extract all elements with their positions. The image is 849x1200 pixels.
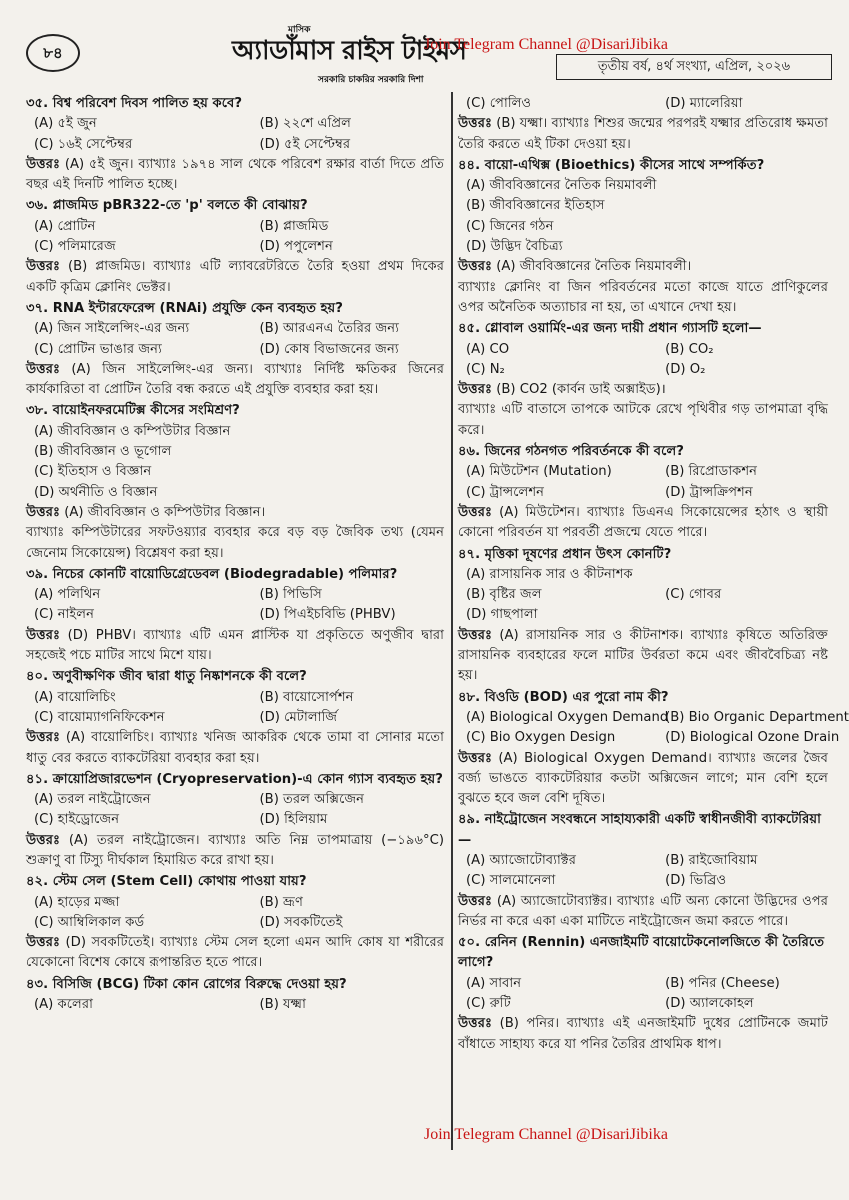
- option: [665, 605, 828, 625]
- answer: [26, 831, 444, 872]
- right-question-list: [458, 156, 849, 1055]
- answer-label: উত্তরঃ: [458, 382, 492, 398]
- option: (C) পলিমারেজ: [34, 239, 116, 255]
- answer-label: উত্তরঃ: [26, 627, 60, 643]
- option: (B) বৃষ্টির জল: [466, 587, 542, 603]
- question-text: ৪৫. গ্লোবাল ওয়ার্মিং-এর জন্য দায়ী প্রধান গ্যাসটি হলো—: [458, 321, 762, 337]
- answer-label: উত্তরঃ: [458, 504, 492, 520]
- question-block: [26, 975, 444, 1016]
- question-text: ৪৮. বিওডি (BOD) এর পুরো নাম কী?: [458, 689, 669, 705]
- question-block: [458, 933, 828, 1055]
- answer-label: উত্তরঃ: [26, 259, 60, 275]
- option: (D) পিএইচবিভি (PHBV): [259, 607, 396, 623]
- option: (B) বায়োসোর্পশন: [259, 689, 354, 705]
- answer: [458, 114, 828, 155]
- question-text: ৪৩. বিসিজি (BCG) টিকা কোন রোগের বিরুদ্ধে দেওয়া হয়?: [26, 976, 347, 992]
- option: (C) বায়োম্যাগনিফিকেশন: [34, 709, 165, 725]
- answer: [26, 933, 444, 974]
- option: (D) হিলিয়াম: [259, 812, 328, 828]
- question-text: ৩৯. নিচের কোনটি বায়োডিগ্রেডেবল (Biodegradable) পলিমার?: [26, 566, 398, 582]
- page-header: [0, 0, 848, 92]
- option: (A) জিন সাইলেন্সিং-এর জন্য: [34, 321, 190, 337]
- question-text: ৪৯. নাইট্রোজেন সংবন্ধনে সাহায্যকারী একটি স্বাধীনজীবী ব্যাকটেরিয়া—: [458, 812, 821, 848]
- option: (A) ৫ই জুন: [34, 116, 97, 132]
- option: (B) প্লাজমিড: [259, 218, 329, 234]
- option: (B) তরল অক্সিজেন: [259, 792, 365, 808]
- options: [458, 565, 828, 626]
- options: [458, 708, 849, 749]
- options: [458, 851, 828, 892]
- issue-info: তৃতীয় বর্ষ, ৪র্থ সংখ্যা, এপ্রিল, ২০২৬: [556, 54, 832, 80]
- question-block: [26, 565, 444, 666]
- option: (C) পোলিও: [466, 96, 532, 111]
- question-block: [26, 94, 444, 195]
- answer-text: (B) যক্ষ্মা। ব্যাখ্যাঃ শিশুর জন্মের পরপরই যক্ষ্মার প্রতিরোধ ক্ষমতা তৈরি করতে এই টিকা দেওয়া হয়।: [458, 116, 828, 152]
- option: [665, 565, 828, 585]
- options: [458, 94, 828, 114]
- question-text: ৪৭. মৃত্তিকা দূষণের প্রধান উৎস কোনটি?: [458, 546, 672, 562]
- option: (A) প্রোটিন: [34, 218, 96, 234]
- question-text: ৪০. অণুবীক্ষণিক জীব দ্বারা ধাতু নিষ্কাশনকে কী বলে?: [26, 669, 307, 685]
- answer-text: (B) CO2 (কার্বন ডাই অক্সাইড)।: [496, 382, 666, 398]
- option: (C) রুটি: [466, 996, 511, 1012]
- option: (D) উদ্ভিদ বৈচিত্র্য: [466, 239, 563, 255]
- options: [458, 340, 828, 381]
- answer-label: উত্তরঃ: [26, 730, 60, 746]
- question-block: [26, 401, 444, 563]
- magazine-title: অ্যাডাঁমাস রাইস টাইমস: [232, 36, 467, 66]
- explanation: ব্যাখ্যাঃ ক্লোনিং বা জিন পরিবর্তনের মতো কাজে যাতে প্রাণিকুলের ওপর অনৈতিক অত্যাচার না হয়, তা এখানে দেখা হয়।: [458, 279, 828, 315]
- question-block: [458, 545, 828, 687]
- question-text: ৩৫. বিশ্ব পরিবেশ দিবস পালিত হয় কবে?: [26, 96, 242, 111]
- question-block: [26, 299, 444, 400]
- answer: [458, 892, 828, 933]
- option: (B) জীববিজ্ঞানের ইতিহাস: [466, 198, 605, 214]
- question-block: [458, 319, 828, 441]
- answer-label: উত্তরঃ: [26, 504, 60, 520]
- answer: [26, 257, 444, 298]
- options: [458, 462, 828, 503]
- option: (D) সবকটিতেই: [259, 914, 343, 930]
- answer-label: উত্তরঃ: [458, 750, 492, 766]
- answer-text: (A) বায়োলিচিং। ব্যাখ্যাঃ খনিজ আকরিক থেকে তামা বা সোনার মতো ধাতু বের করতে ব্যাকটেরিয়া ব্যবহার করা হয়।: [26, 730, 444, 766]
- option: (B) CO₂: [665, 341, 714, 357]
- answer-text: (A) Biological Oxygen Demand। ব্যাখ্যাঃ জলের জৈব বর্জ্য ভাঙতে ব্যাকটেরিয়ার কতটা অক্সিজেন লাগে; মান বেশি হলে বুঝতে হবে জল বেশি দূষিত।: [458, 750, 828, 807]
- answer: [458, 1014, 828, 1055]
- answer-label: উত্তরঃ: [26, 935, 60, 951]
- options: [26, 114, 444, 155]
- question-block: [458, 442, 828, 543]
- option: (C) নাইলন: [34, 607, 94, 623]
- question-block: [458, 810, 828, 932]
- answer-label: উত্তরঃ: [26, 361, 60, 377]
- option: (A) জীববিজ্ঞানের নৈতিক নিয়মাবলী: [466, 178, 657, 194]
- option: (A) পলিথিন: [34, 587, 101, 603]
- answer: [26, 728, 444, 769]
- option: (A) CO: [466, 341, 510, 357]
- question-text: ৩৬. প্লাজমিড pBR322-তে 'p' বলতে কী বোঝায়?: [26, 198, 308, 214]
- options: [26, 688, 444, 729]
- question-text: ৪২. স্টেম সেল (Stem Cell) কোথায় পাওয়া যায়?: [26, 874, 307, 890]
- telegram-watermark-top[interactable]: Join Telegram Channel @DisariJibika: [424, 36, 668, 53]
- options: [26, 790, 444, 831]
- option: (B) রাইজোবিয়াম: [665, 852, 758, 868]
- answer: [458, 503, 828, 544]
- option: (A) অ্যাজোটোব্যাক্টর: [466, 852, 577, 868]
- answer-label: উত্তরঃ: [458, 1016, 492, 1032]
- answer-text: (A) ৫ই জুন। ব্যাখ্যাঃ ১৯৭৪ সাল থেকে পরিবেশ রক্ষার বার্তা দিতে প্রতি বছর এই দিনটি পালিত হচ্ছে।: [26, 156, 444, 193]
- answer-label: উত্তরঃ: [26, 832, 60, 848]
- option: (C) ১৬ই সেপ্টেম্বর: [34, 136, 133, 152]
- answer-text: (B) পনির। ব্যাখ্যাঃ এই এনজাইমটি দুধের প্রোটিনকে জমাট বাঁধাতে সাহায্য করে যা পনির তৈরির প্রাথমিক ধাপ।: [458, 1016, 828, 1052]
- option: (B) ভ্রূণ: [259, 894, 304, 910]
- answer-text: (A) রাসায়নিক সার ও কীটনাশক। ব্যাখ্যাঃ কৃষিতে অতিরিক্ত রাসায়নিক ব্যবহারের ফলে মাটির উর্বরতা কমে এবং জীববৈচিত্র্য নষ্ট হয়।: [458, 627, 828, 684]
- question-text: ৪৪. বায়ো-এথিক্স (Bioethics) কীসের সাথে সম্পর্কিত?: [458, 157, 765, 173]
- option: (A) তরল নাইট্রোজেন: [34, 792, 151, 808]
- magazine-tagline: সরকারি চাকরির সরকারি দিশা: [318, 75, 424, 85]
- right-column: [458, 94, 849, 1056]
- answer: [26, 503, 444, 523]
- answer: [26, 155, 444, 196]
- answer-text: (A) জীববিজ্ঞান ও কম্পিউটার বিজ্ঞান।: [64, 504, 266, 520]
- options: [26, 319, 444, 360]
- option: (B) Bio Organic Department: [665, 709, 849, 725]
- answer-text: (A) অ্যাজোটোব্যাক্টর। ব্যাখ্যাঃ এটি অন্য কোনো উদ্ভিদের ওপর নির্ভর না করে একা একা মাটিতে নাইট্রোজেন জমা করতে পারে।: [458, 893, 828, 929]
- option: (A) মিউটেশন (Mutation): [466, 464, 612, 480]
- question-text: ৪১. ক্রায়োপ্রিজারভেশন (Cryopreservation)-এ কোন গ্যাস ব্যবহৃত হয়?: [26, 771, 443, 787]
- explanation: ব্যাখ্যাঃ এটি বাতাসে তাপকে আটকে রেখে পৃথিবীর গড় তাপমাত্রা বৃদ্ধি করে।: [458, 402, 828, 438]
- question-text: ৪৬. জিনের গঠনগত পরিবর্তনকে কী বলে?: [458, 444, 684, 460]
- option: (D) গাছপালা: [466, 607, 538, 623]
- answer: [26, 360, 444, 401]
- option: (D) O₂: [665, 361, 706, 377]
- options: [26, 217, 444, 258]
- answer-text: (D) সবকটিতেই। ব্যাখ্যাঃ স্টেম সেল হলো এমন আদি কোষ যা শরীরের যেকোনো বিশেষ কোষে রূপান্তরিত হতে পারে।: [26, 935, 444, 971]
- question-block: [26, 667, 444, 768]
- option: (C) ইতিহাস ও বিজ্ঞান: [34, 464, 152, 480]
- answer-text: (D) PHBV। ব্যাখ্যাঃ এটি এমন প্লাস্টিক যা প্রকৃতিতে অণুজীব দ্বারা সহজেই পচে মাটির সাথে মিশে যায়।: [26, 627, 444, 664]
- option: (D) ট্রান্সক্রিপশন: [665, 484, 753, 500]
- option: (C) জিনের গঠন: [466, 218, 554, 234]
- question-block: [26, 770, 444, 871]
- question-block: [458, 688, 849, 810]
- column-divider: [451, 92, 453, 1150]
- option: (A) জীববিজ্ঞান ও কম্পিউটার বিজ্ঞান: [34, 423, 231, 439]
- option: (D) Biological Ozone Drain: [665, 730, 840, 746]
- answer-text: (A) মিউটেশন। ব্যাখ্যাঃ ডিএনএ সিকোয়েন্সের হঠাৎ ও স্থায়ী কোনো পরিবর্তন যা পরবর্তী প্রজন্মে যেতে পারে।: [458, 504, 828, 541]
- option: (C) আম্বিলিকাল কর্ড: [34, 914, 145, 930]
- answer: [458, 626, 828, 687]
- option: (D) পপুলেশন: [259, 239, 333, 255]
- answer: [458, 257, 828, 277]
- answer-label: উত্তরঃ: [26, 156, 60, 172]
- answer-label: উত্তরঃ: [458, 893, 492, 909]
- options: [26, 893, 444, 934]
- option: (B) জীববিজ্ঞান ও ভূগোল: [34, 444, 172, 460]
- option: (C) Bio Oxygen Design: [466, 730, 616, 746]
- option: (D) কোষ বিভাজনের জন্য: [259, 341, 399, 357]
- option: (C) হাইড্রোজেন: [34, 812, 120, 828]
- option: (C) সালমোনেলা: [466, 873, 556, 889]
- option: (C) ট্রান্সলেশন: [466, 484, 545, 500]
- options: [458, 176, 828, 257]
- page-number: ৮৪: [26, 34, 80, 72]
- option: (A) বায়োলিচিং: [34, 689, 116, 705]
- option: (B) পিভিসি: [259, 587, 322, 603]
- question-43-continued: [458, 94, 828, 155]
- option: (B) রিপ্রোডাকশন: [665, 464, 758, 480]
- question-block: [26, 196, 444, 297]
- option: (A) সাবান: [466, 975, 522, 991]
- option: (A) হাড়ের মজ্জা: [34, 894, 120, 910]
- question-block: [26, 872, 444, 973]
- answer-text: (A) জীববিজ্ঞানের নৈতিক নিয়মাবলী।: [496, 259, 692, 275]
- question-block: [458, 156, 828, 318]
- answer-label: উত্তরঃ: [458, 116, 492, 132]
- option: (B) ২২শে এপ্রিল: [259, 116, 351, 132]
- option: (A) কলেরা: [34, 997, 93, 1013]
- question-text: ৩৭. RNA ইন্টারফেরেন্স (RNAi) প্রযুক্তি কেন ব্যবহৃত হয়?: [26, 300, 343, 316]
- option: (B) আরএনএ তৈরির জন্য: [259, 321, 399, 337]
- magazine-frequency: মাসিক: [288, 25, 311, 35]
- answer-label: উত্তরঃ: [458, 627, 492, 643]
- option: (D) ভিব্রিও: [665, 873, 727, 889]
- option: (A) Biological Oxygen Demand: [466, 709, 669, 725]
- answer-label: উত্তরঃ: [458, 259, 492, 275]
- answer-text: (A) জিন সাইলেন্সিং-এর জন্য। ব্যাখ্যাঃ নির্দিষ্ট ক্ষতিকর জিনের কার্যকারিতা বা প্রোটিন তৈরি বন্ধ করতে এই প্রযুক্তি ব্যবহার করা হয়।: [26, 361, 444, 398]
- option: (D) অর্থনীতি ও বিজ্ঞান: [34, 484, 158, 500]
- option: (C) N₂: [466, 361, 505, 377]
- option: (D) ৫ই সেপ্টেম্বর: [259, 136, 351, 152]
- option: (B) পনির (Cheese): [665, 975, 780, 991]
- option: (D) ম্যালেরিয়া: [665, 96, 743, 111]
- question-text: ৩৮. বায়োইনফরমেটিক্স কীসের সংমিশ্রণ?: [26, 403, 240, 419]
- option: (D) অ্যালকোহল: [665, 996, 754, 1012]
- option: (B) যক্ষ্মা: [259, 997, 306, 1013]
- answer-text: (A) তরল নাইট্রোজেন। ব্যাখ্যাঃ অতি নিম্ন তাপমাত্রায় (−১৯৬°C) শুক্রাণু বা টিস্যু দীর্ঘকাল হিমায়িত করে রাখা হয়।: [26, 832, 444, 868]
- left-column: [26, 94, 444, 1016]
- answer: [26, 626, 444, 667]
- options: [26, 585, 444, 626]
- option: (C) গোবর: [665, 587, 722, 603]
- explanation: ব্যাখ্যাঃ কম্পিউটারের সফটওয়্যার ব্যবহার করে বড় বড় জৈবিক তথ্য (যেমন জেনোম সিকোয়েন্স) বিশ্লেষণ করা হয়।: [26, 525, 444, 561]
- option: (A) রাসায়নিক সার ও কীটনাশক: [466, 566, 633, 582]
- option: (C) প্রোটিন ভাঙার জন্য: [34, 341, 162, 357]
- options: [26, 995, 444, 1015]
- telegram-watermark-bottom[interactable]: Join Telegram Channel @DisariJibika: [424, 1126, 668, 1143]
- question-text: ৫০. রেনিন (Rennin) এনজাইমটি বায়োটেকনোলজিতে কী তৈরিতে লাগে?: [458, 935, 825, 971]
- options: [458, 974, 828, 1015]
- options: [26, 422, 444, 503]
- option: (D) মেটালার্জি: [259, 709, 338, 725]
- answer: [458, 380, 828, 400]
- answer-text: (B) প্লাজমিড। ব্যাখ্যাঃ এটি ল্যাবরেটরিতে তৈরি হওয়া প্রথম দিকের একটি কৃত্রিম ক্লোনিং ভেক্টর।: [26, 259, 444, 295]
- answer: [458, 749, 828, 810]
